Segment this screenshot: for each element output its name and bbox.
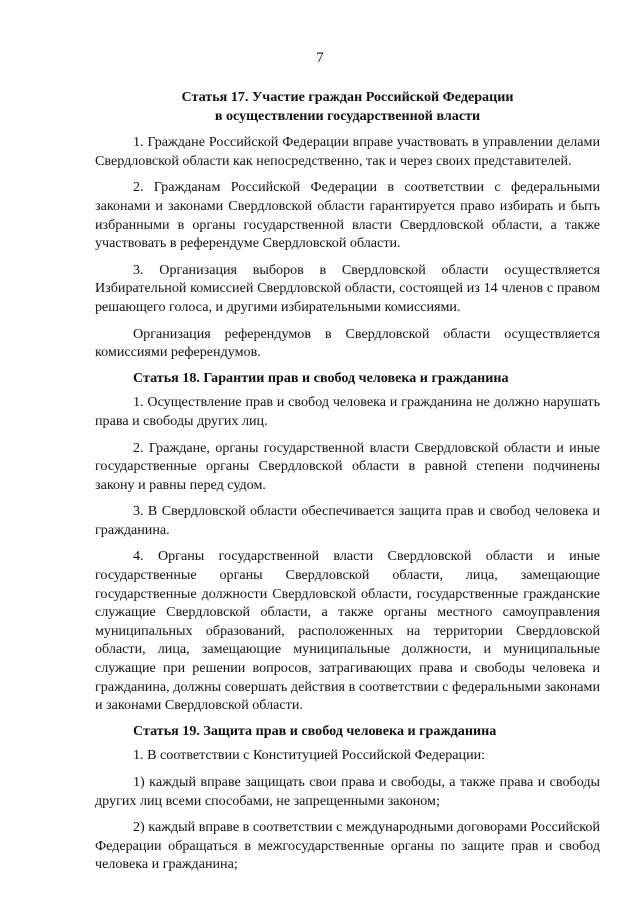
article-17-heading [95,88,600,125]
article-18-heading: Статья 18. Гарантии прав и свобод человека и гражданина [133,369,509,386]
article-19-paragraph-1: 1. В соответствии с Конституцией Российской Федерации: [133,747,486,764]
article-17-heading-line1: Статья 17. Участие граждан Российской Федерации [181,89,514,105]
article-17-paragraph-1: 1. Граждане Российской Федерации вправе участвовать в управлении делами Свердловской области как непосредственно, так и через своих представителей. [95,134,600,169]
article-19-item-1: 1) каждый вправе защищать свои права и свободы, а также права и свободы других лиц всеми способами, не запрещенными законом; [95,774,600,809]
article-18-paragraph-2: 2. Граждане, органы государственной власти Свердловской области и иные государственные органы Свердловской области в равной степени подчинены закону и равны перед судом. [95,439,600,493]
article-18-paragraph-1: 1. Осуществление прав и свобод человека и гражданина не должно нарушать права и свободы других лиц. [95,394,600,429]
document-body [95,88,600,882]
article-19-item-2: 2) каждый вправе в соответствии с международными договорами Российской Федерации обращаться в межгосударственные органы по защите прав и свобод человека и гражданина; [95,819,600,873]
article-19-heading: Статья 19. Защита прав и свобод человека и гражданина [133,722,497,739]
article-17-paragraph-2: 2. Гражданам Российской Федерации в соответствии с федеральными законами и законами Свердловской области гарантируется право избирать и быть избранными в органы государственной власти Свердловской области, а также участвовать в референдуме Свердловской области. [95,179,600,252]
article-18-paragraph-4: 4. Органы государственной власти Свердловской области и иные государственные органы Свердловской области, лица, замещающие государственные должности Свердловской области, государственные гражданские служащие Свердловской области, а также органы местного самоуправления муниципальных образований, расположенных на территории Свердловской области, лица, замещающие муниципальные должности, и муниципальные служащие при решении вопросов, затрагивающих права и свободы человека и гражданина, должны совершать действия в соответствии с федеральными законами и законами Свердловской области. [95,548,600,714]
article-17-heading-line2: в осуществлении государственной власти [214,107,481,124]
article-17-paragraph-4: Организация референдумов в Свердловской области осуществляется комиссиями референдумов. [95,325,600,361]
article-17-paragraph-3: 3. Организация выборов в Свердловской области осуществляется Избирательной комиссией Свердловской области, состоящей из 14 членов с правом решающего голоса, и другими избирательными комиссиями. [95,261,600,315]
article-18-paragraph-3: 3. В Свердловской области обеспечивается защита прав и свобод человека и гражданина. [95,503,600,538]
page-number: 7 [316,50,324,66]
